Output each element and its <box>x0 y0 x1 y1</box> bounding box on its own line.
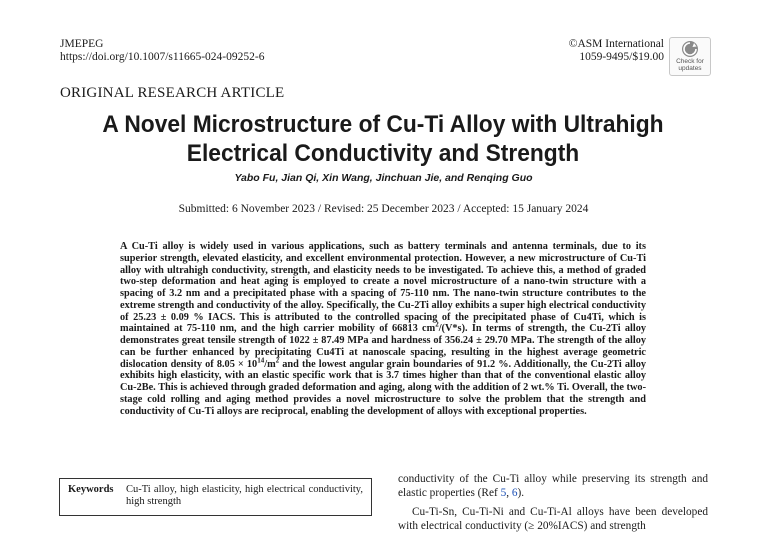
journal-name: JMEPEG <box>60 38 104 50</box>
keywords-box <box>59 478 372 516</box>
title-line-1: A Novel Microstructure of Cu-Ti Alloy with Ultrahigh <box>102 111 664 138</box>
title-line-2: Electrical Conductivity and Strength <box>186 140 580 167</box>
body-text-column <box>398 472 708 533</box>
check-for-updates-icon <box>681 40 699 58</box>
reference-link-5[interactable]: 5 <box>500 487 507 499</box>
issn-price: 1059-9495/$19.00 <box>579 51 664 63</box>
abstract: A Cu-Ti alloy is widely used in various applications, such as battery terminals and antenna terminals, due to its superior strength, elevated elasticity, and excellent environmental protection. However, a new microstructure of Cu-Ti alloy with ultrahigh conductivity, strength, and elasticity needs to be investigated. To achieve this, a method of graded two-step deformation and heat aging is employed to create a novel microstructure of a nano-twin structure with a spacing of 3.2 nm and a precipitated phase with a spacing of 75-110 nm. The nano-twin structure contributes to the extreme strength and conductivity of the alloy. Specifically, the Cu-2Ti alloy exhibits a super high electrical conductivity of 25.23 ± 0.09 % IACS. This is attributed to the controlled spacing of the precipitated phase of Cu4Ti, which is maintained at 75-110 nm, and the high carrier mobility of 66813 $cm^2/(V*s)$. In terms of strength, the Cu-2Ti alloy demonstrates great tensile strength of 1022 ± 87.49 MPa and hardness of 356.24 ± 29.70 MPa. The strength of the alloy can be further enhanced by precipitating Cu4Ti at nanoscale spacing, resulting in the highest average geometric dislocation density of $8.05 \times 10^{14}/m^2$ and the lowest angular grain boundaries of 91.2 %. Additionally, the Cu-2Ti alloy exhibits high elasticity, with an elastic specific work that is 3.7 times higher than that of the conventional elastic alloy Cu-2Be. This is achieved through graded deformation and aging, along with the addition of 2 wt.% Ti. Overall, the two-stage cold rolling and aging method provides a novel microstructure to solve the problem that the strength and conductivity of Cu-Ti alloys are reciprocal, enabling the development of alloys with exceptional properties. <box>120 241 646 417</box>
keywords-label: Keywords <box>68 484 114 495</box>
article-title <box>64 110 702 168</box>
doi-link[interactable]: https://doi.org/10.1007/s11665-024-09252-6 <box>60 51 265 63</box>
journal-info <box>60 38 264 64</box>
article-type: ORIGINAL RESEARCH ARTICLE <box>60 85 285 101</box>
check-for-updates-badge[interactable] <box>669 37 711 76</box>
body-paragraph-2: Cu-Ti-Sn, Cu-Ti-Ni and Cu-Ti-Al alloys have been developed with electrical conductivity (≥ 20%IACS) and strength <box>398 506 708 532</box>
body-paragraph-1: conductivity of the Cu-Ti alloy while preserving its strength and elastic properties (Ref 5, 6). <box>398 473 708 499</box>
author-list: Yabo Fu, Jian Qi, Xin Wang, Jinchuan Jie, and Renqing Guo <box>234 172 533 184</box>
badge-label: Check for updates <box>676 58 704 72</box>
keywords-list: Cu-Ti alloy, high elasticity, high electrical conductivity, high strength <box>126 484 363 507</box>
publisher-name: ©ASM International <box>568 38 664 50</box>
submission-dates: Submitted: 6 November 2023 / Revised: 25 December 2023 / Accepted: 15 January 2024 <box>178 203 589 215</box>
publisher-info <box>569 38 664 64</box>
reference-link-6[interactable]: 6 <box>511 487 518 499</box>
